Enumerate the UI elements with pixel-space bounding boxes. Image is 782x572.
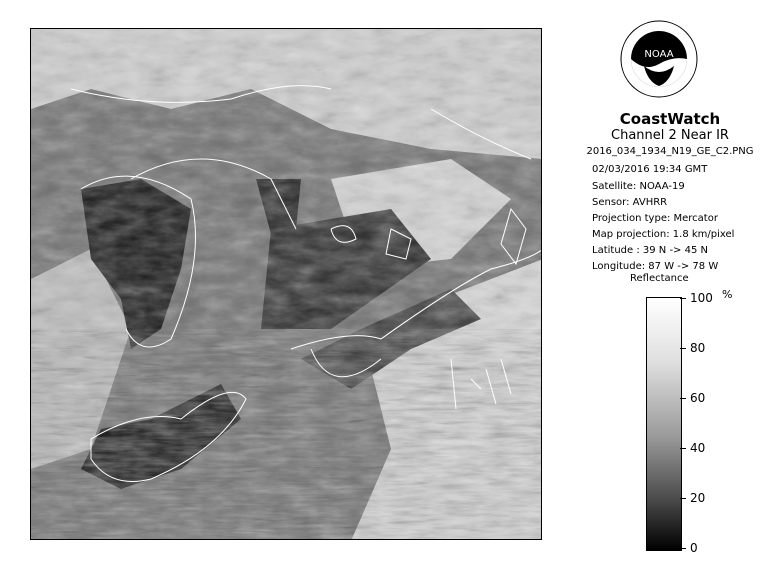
- map-svg: [31, 29, 542, 540]
- tick-label-40: 40: [690, 441, 706, 455]
- filename-label: 2016_034_1934_N19_GE_C2.PNG: [586, 146, 754, 157]
- logo-text: NOAA: [644, 49, 674, 60]
- tick-mark: [680, 448, 686, 449]
- satellite-label: Satellite: NOAA-19: [592, 181, 685, 192]
- channel-label: Channel 2 Near IR: [611, 128, 729, 143]
- tick-label-0: 0: [690, 541, 698, 555]
- tick-mark: [680, 298, 686, 299]
- sensor-label: Sensor: AVHRR: [592, 197, 668, 208]
- tick-label-80: 80: [690, 341, 706, 355]
- tick-label-100: 100: [690, 291, 713, 305]
- latitude-range: Latitude : 39 N -> 45 N: [592, 245, 708, 256]
- noaa-logo: [620, 20, 698, 98]
- satellite-image-map[interactable]: [30, 28, 542, 540]
- tick-mark: [680, 498, 686, 499]
- tick-mark: [680, 348, 686, 349]
- tick-label-60: 60: [690, 391, 706, 405]
- map-projection: Map projection: 1.8 km/pixel: [592, 229, 735, 240]
- projection-type: Projection type: Mercator: [592, 213, 718, 224]
- tick-mark: [680, 398, 686, 399]
- lake-effect-streaks: [31, 329, 542, 540]
- date-time: 02/03/2016 19:34 GMT: [592, 164, 708, 175]
- reflectance-colorbar: [646, 297, 682, 551]
- tick-mark: [680, 548, 686, 549]
- scale-unit: %: [722, 288, 733, 301]
- tick-label-20: 20: [690, 491, 706, 505]
- longitude-range: Longitude: 87 W -> 78 W: [592, 261, 719, 272]
- scale-label: Reflectance: [630, 273, 689, 284]
- brand-title: CoastWatch: [619, 110, 721, 128]
